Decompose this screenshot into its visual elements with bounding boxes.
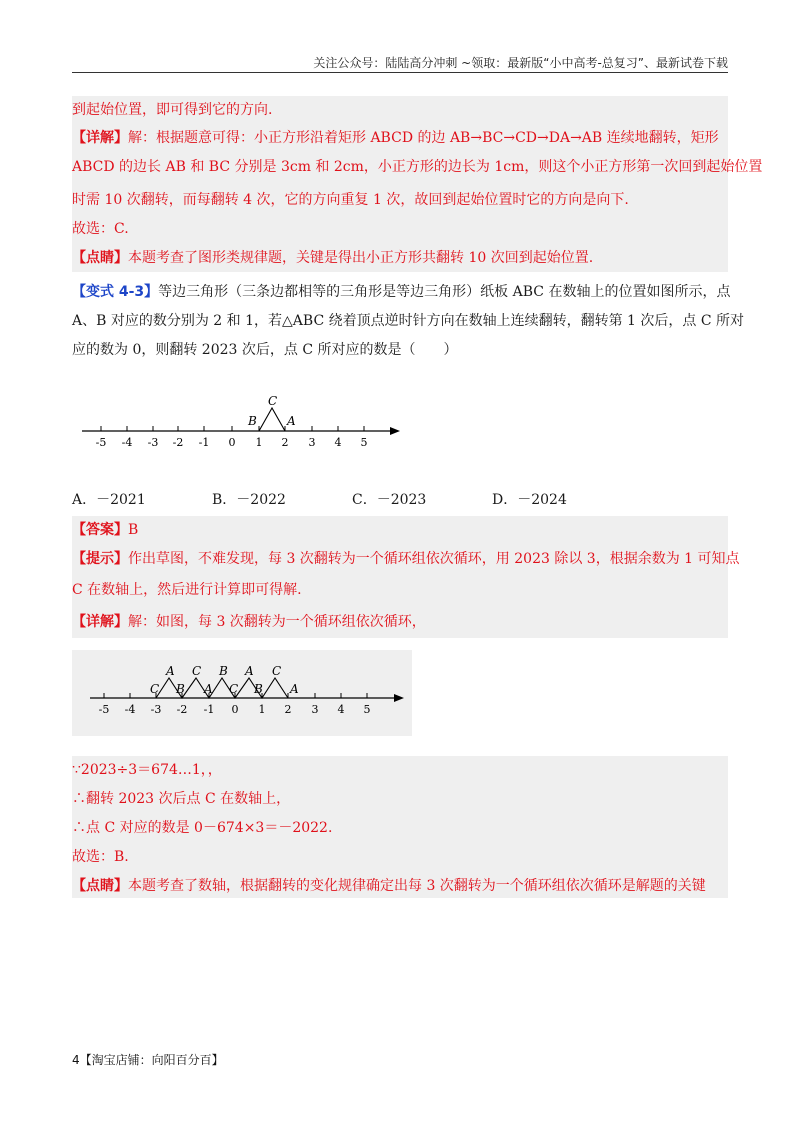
top-label: A [245,664,254,678]
question-line-1 [72,282,731,302]
option-c: C．－2023 [352,492,427,508]
tick-label: -2 [176,703,188,716]
tick-label: 0 [228,436,236,449]
tick-label: -4 [124,703,136,716]
tick-label: 5 [360,436,368,449]
option-a: A．－2021 [72,492,146,508]
triangle-abc [259,408,285,431]
answer-line [72,520,728,540]
prev-solution-line-2 [72,128,728,148]
axis-arrow [390,427,400,435]
question-text-1: 等边三角形（三条边都相等的三角形是等边三角形）纸板 ABC 在数轴上的位置如图所示，点 [158,284,731,300]
tick-label: 5 [363,703,371,716]
final-comment-line [72,876,728,896]
tick-label: -3 [147,436,159,449]
page-footer: 4【淘宝店铺：向阳百分百】 [72,1053,224,1067]
prev-solution-shade [72,96,763,272]
header-divider [72,72,728,73]
top-label: B [219,664,228,678]
detail-text: 解：根据题意可得：小正方形沿着矩形 ABCD 的边 AB→BC→CD→DA→AB 连续地翻转，矩形 [128,130,719,146]
tick-label: -1 [198,436,210,449]
prev-solution-line-6 [72,248,728,268]
tick-label: -2 [172,436,184,449]
comment-text: 本题考查了图形类规律题，关键是得出小正方形共翻转 10 次回到起始位置. [128,250,594,266]
detail-text-2: 解：如图，每 3 次翻转为一个循环组依次循环， [128,614,426,630]
tick-label: 1 [255,436,263,449]
vertex-a-label: A [287,414,296,428]
detail-line-1 [72,612,728,632]
hint-line-2: C 在数轴上，然后进行计算即可得解. [72,582,302,598]
tick-label: 2 [284,703,292,716]
answer-tag: 【答案】 [72,522,128,538]
number-line-figure-2 [72,650,412,736]
tick-label: 1 [258,703,266,716]
option-b: B．－2022 [212,492,286,508]
number-line-figure-1 [72,390,412,450]
prev-solution-line-1: 到起始位置，即可得到它的方向. [72,102,273,118]
base-label: B [254,682,263,696]
ticks [101,426,364,431]
tick-label: 2 [281,436,289,449]
calc-line-2: ∴翻转 2023 次后点 C 在数轴上， [72,791,291,807]
vertex-b-label: B [248,414,257,428]
base-label: C [229,682,239,696]
tick-label: -4 [121,436,133,449]
prev-solution-line-4: 时需 10 次翻转，而每翻转 4 次，它的方向重复 1 次，故回到起始位置时它的方向是向下. [72,192,629,208]
final-comment-text: 本题考查了数轴，根据翻转的变化规律确定出每 3 次翻转为一个循环组依次循环是解题的关键 [128,878,706,894]
calc-line-1: ∵2023÷3＝674…1，， [72,762,222,778]
base-label: B [176,682,185,696]
tick-label: -5 [98,703,110,716]
tick-label: -5 [95,436,107,449]
base-label: A [204,682,213,696]
base-label: A [290,682,299,696]
question-tag: 【变式 4-3】 [72,284,159,300]
final-comment-tag: 【点睛】 [72,878,128,894]
detail-tag: 【详解】 [72,130,128,146]
prev-solution-line-3: ABCD 的边长 AB 和 BC 分别是 3cm 和 2cm，小正方形的边长为 1cm，则这个小正方形第一次回到起始位置 [72,159,763,175]
question-line-3: 应的数为 0，则翻转 2023 次后，点 C 所对应的数是（ ） [72,342,458,358]
prev-solution-line-5: 故选：C. [72,221,129,237]
tick-label: -1 [203,703,215,716]
question-line-2: A、B 对应的数分别为 2 和 1，若△ABC 绕着顶点逆时针方向在数轴上连续翻转，翻转第 1 次后，点 C 所对 [72,313,745,329]
calc-line-3: ∴点 C 对应的数是 0－674×3＝－2022. [72,820,333,836]
hint-text: 作出草图，不难发现，每 3 次翻转为一个循环组依次循环，用 2023 除以 3，根据余数为 1 可知点 [128,551,740,567]
tick-label: 4 [334,436,342,449]
detail-tag-2: 【详解】 [72,614,128,630]
top-label: A [166,664,175,678]
hint-tag: 【提示】 [72,551,128,567]
tick-label: 0 [231,703,239,716]
tick-label: 3 [311,703,319,716]
hint-line-1 [72,549,740,569]
page-header: 关注公众号：陆陆高分冲刺 ~领取：最新版“小中高考-总复习”、最新试卷下载 [313,56,728,70]
top-label: C [192,664,202,678]
tick-label: 3 [308,436,316,449]
base-label: C [150,682,160,696]
answer-value: B [128,522,139,538]
option-d: D．－2024 [492,492,567,508]
tick-label: -3 [150,703,162,716]
choose-line: 故选：B. [72,849,129,865]
comment-tag: 【点睛】 [72,250,128,266]
top-label: C [272,664,282,678]
vertex-c-label: C [268,394,278,408]
tick-label: 4 [337,703,345,716]
